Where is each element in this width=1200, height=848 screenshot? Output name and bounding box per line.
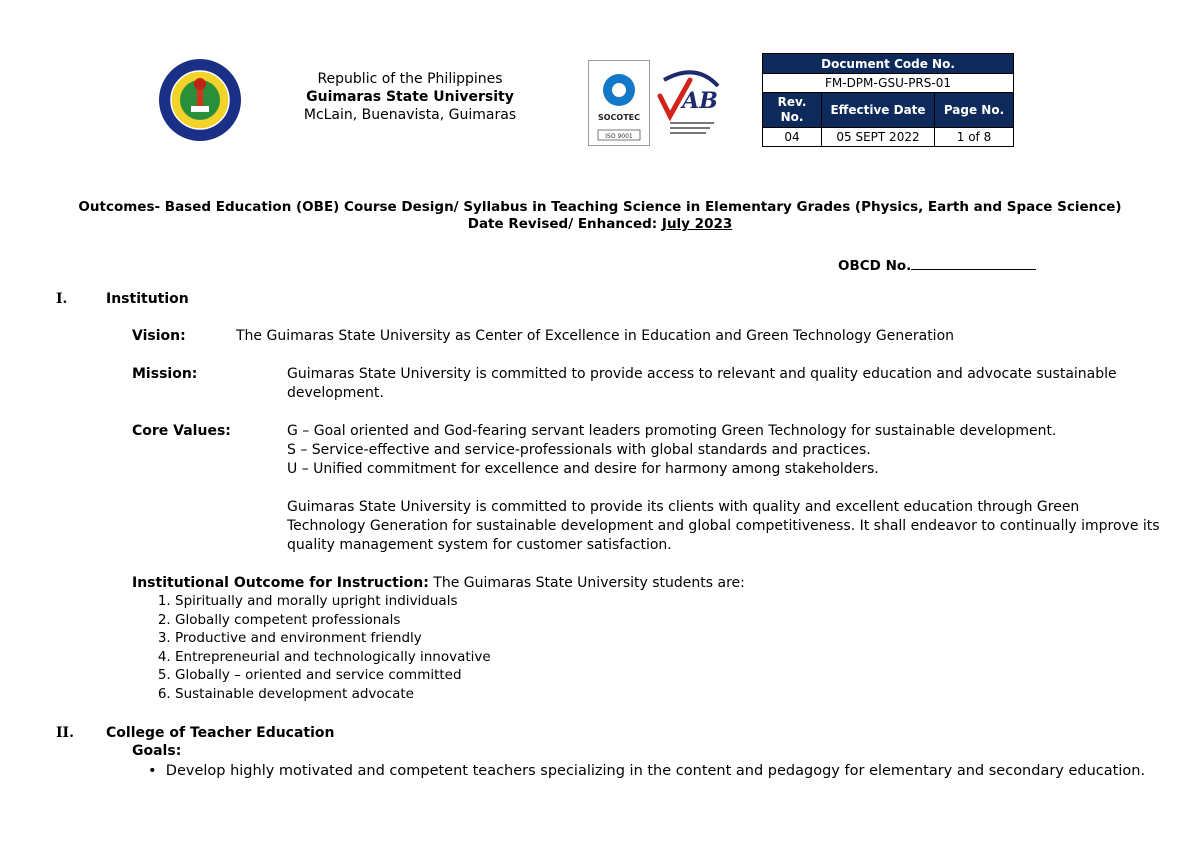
section-2-number: II. bbox=[56, 725, 74, 741]
institutional-outcome-heading bbox=[132, 574, 745, 593]
section-1-title: Institution bbox=[106, 291, 189, 307]
university-name: Guimaras State University bbox=[306, 89, 514, 105]
doc-code-value: FM-DPM-GSU-PRS-01 bbox=[763, 74, 1014, 93]
core-value-s: S – Service-effective and service-professionals with global standards and practices. bbox=[287, 442, 871, 458]
institutional-outcome-label: Institutional Outcome for Instruction: bbox=[132, 575, 429, 591]
page-no-heading: Page No. bbox=[935, 93, 1014, 128]
institutional-outcome-text: The Guimaras State University students are: bbox=[428, 575, 745, 591]
section-2-title: College of Teacher Education bbox=[106, 725, 335, 741]
obcd-blank-line bbox=[911, 257, 1036, 270]
effective-date-value: 05 SEPT 2022 bbox=[822, 128, 935, 147]
university-header bbox=[300, 70, 520, 124]
date-revised-label: Date Revised/ Enhanced: bbox=[467, 216, 662, 232]
page-no-value: 1 of 8 bbox=[935, 128, 1014, 147]
university-address: McLain, Buenavista, Guimaras bbox=[303, 107, 517, 123]
university-seal-logo bbox=[158, 58, 242, 142]
goal-text: Develop highly motivated and competent teachers specializing in the content and pedagogy for elementary and secondary education. bbox=[165, 763, 1146, 779]
list-item: 5. Globally – oriented and service committed bbox=[175, 666, 491, 685]
bullet-icon: • bbox=[148, 763, 166, 779]
vision-text: The Guimaras State University as Center of Excellence in Education and Green Technology Generation bbox=[236, 328, 955, 344]
list-item: 2. Globally competent professionals bbox=[175, 611, 491, 630]
document-title bbox=[0, 199, 1200, 233]
socotec-certification-logo bbox=[588, 60, 650, 146]
iso-label: ISO 9001 bbox=[605, 133, 633, 140]
doc-code-heading: Document Code No. bbox=[763, 54, 1014, 74]
effective-date-heading: Effective Date bbox=[822, 93, 935, 128]
list-item: 1. Spiritually and morally upright individuals bbox=[175, 592, 491, 611]
mission-text bbox=[287, 365, 1117, 403]
title-line: Outcomes- Based Education (OBE) Course Design/ Syllabus in Teaching Science in Elementary Grades (Physics, Earth and Space Science) bbox=[78, 199, 1122, 215]
obcd-label: OBCD No. bbox=[838, 258, 912, 274]
goals-label: Goals: bbox=[132, 743, 182, 759]
core-value-u: U – Unified commitment for excellence and desire for harmony among stakeholders. bbox=[287, 461, 879, 477]
core-value-g: G – Goal oriented and God-fearing servant leaders promoting Green Technology for sustainable development. bbox=[287, 423, 1057, 439]
uab-accreditation-logo bbox=[656, 66, 720, 146]
list-item: 3. Productive and environment friendly bbox=[175, 629, 491, 648]
list-item: 4. Entrepreneurial and technologically innovative bbox=[175, 648, 491, 667]
goal-item bbox=[148, 763, 1145, 779]
mission-text-line-2: development. bbox=[287, 385, 384, 401]
date-revised-line bbox=[0, 216, 1200, 233]
date-revised-value: July 2023 bbox=[661, 216, 733, 232]
uab-label: AB bbox=[682, 88, 718, 114]
core-values-label: Core Values: bbox=[132, 423, 231, 439]
institutional-outcomes-list bbox=[155, 592, 491, 703]
socotec-label: SOCOTEC bbox=[597, 113, 641, 122]
document-code-table bbox=[762, 53, 1014, 147]
country-line: Republic of the Philippines bbox=[317, 71, 503, 87]
mission-text-line-1: Guimaras State University is committed to provide access to relevant and quality education and advocate sustainable bbox=[287, 366, 1117, 382]
quality-policy-line-1: Guimaras State University is committed to provide its clients with quality and excellent education through Green bbox=[287, 499, 1080, 515]
quality-policy-line-3: quality management system for customer satisfaction. bbox=[287, 537, 672, 553]
list-item: 6. Sustainable development advocate bbox=[175, 685, 491, 704]
quality-policy-line-2: Technology Generation for sustainable development and global competitiveness. It shall endeavor to continually improve its bbox=[287, 518, 1160, 534]
vision-label: Vision: bbox=[132, 328, 186, 344]
obcd-number-field bbox=[838, 257, 1036, 274]
core-values-list bbox=[287, 422, 1056, 479]
quality-policy-text bbox=[287, 498, 1160, 555]
mission-label: Mission: bbox=[132, 366, 198, 382]
rev-no-heading: Rev. No. bbox=[763, 93, 822, 128]
rev-no-value: 04 bbox=[763, 128, 822, 147]
section-1-number: I. bbox=[56, 291, 68, 307]
